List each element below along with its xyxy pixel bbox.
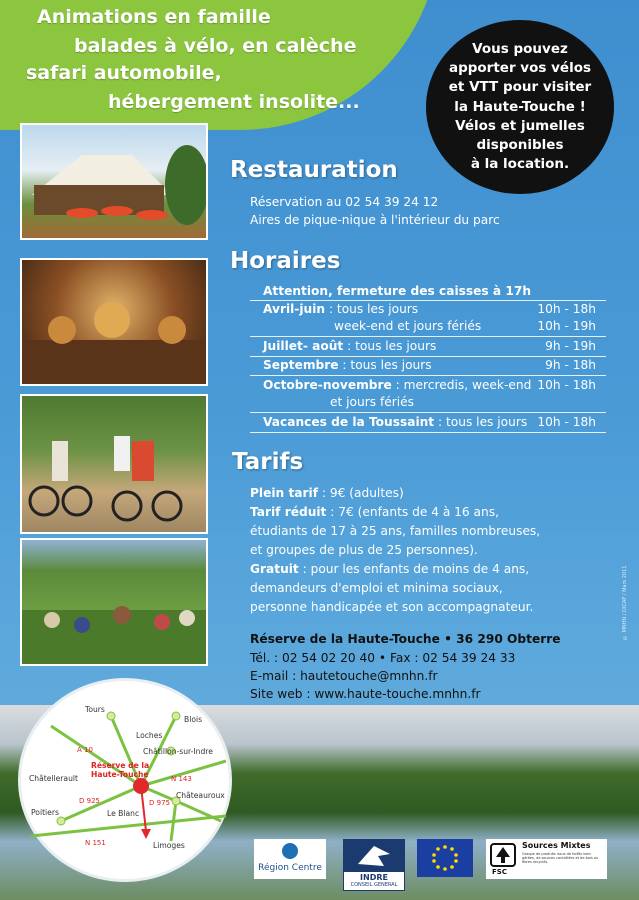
contact-email[interactable]: E-mail : hautetouche@mnhn.fr <box>250 669 438 683</box>
row-label: Septembre <box>263 358 339 372</box>
divider <box>250 356 606 357</box>
map-town: Châteauroux <box>176 791 225 800</box>
horaires-row-label <box>263 358 432 372</box>
row-text: : mercredis, week-end <box>391 378 532 392</box>
photo-credit: © MNHN / DICAP / Mars 2011 <box>622 565 628 640</box>
contact-tel: Tél. : 02 54 02 20 40 • Fax : 02 54 39 24 33 <box>250 651 516 665</box>
row-time: 10h - 18h <box>537 302 596 316</box>
row-text: : tous les jours <box>434 415 528 429</box>
tarif-label: Gratuit <box>250 562 299 576</box>
row-label: Vacances de la Toussaint <box>263 415 435 429</box>
bubble-line: à la location. <box>470 156 570 173</box>
map-town: Poitiers <box>31 808 59 817</box>
tarif-plein <box>250 486 404 500</box>
map-town: Châtillon-sur-Indre <box>143 747 213 756</box>
map-road: A 10 <box>77 746 93 754</box>
row-time: 10h - 18h <box>537 378 596 392</box>
divider <box>250 432 606 433</box>
restauration-phone: Réservation au 02 54 39 24 12 <box>250 195 439 209</box>
row-time: 10h - 19h <box>537 319 596 333</box>
restaurant-photo-art <box>22 125 206 238</box>
row-label: Octobre-novembre <box>263 378 392 392</box>
row-label: Juillet- août <box>263 339 344 353</box>
fsc-description: Groupe de produits issus de forêts bien gérées, de sources contrôlées et de bois ou fibres recyclés. <box>522 852 599 865</box>
indre-bird-icon <box>344 840 404 872</box>
row-text: : tous les jours <box>325 302 419 316</box>
horaires-row-label <box>263 302 418 316</box>
location-map <box>18 678 232 882</box>
row-time: 10h - 18h <box>537 415 596 429</box>
tarif-text: personne handicapée et son accompagnateur. <box>250 600 534 614</box>
indre-logo <box>343 839 405 891</box>
row-time: 9h - 18h <box>545 358 596 372</box>
headline-line-4: hébergement insolite... <box>108 91 360 113</box>
tarif-gratuit <box>250 562 529 576</box>
divider <box>250 412 606 413</box>
interior-photo-art <box>22 260 206 384</box>
bubble-line: la Haute-Touche ! <box>454 98 586 115</box>
divider <box>250 300 606 301</box>
region-centre-logo <box>254 839 326 879</box>
indre-label: INDRE <box>360 873 388 882</box>
group-photo <box>20 538 208 666</box>
headline-line-1: Animations en famille <box>37 6 271 28</box>
region-centre-label: Région Centre <box>258 863 322 873</box>
map-road: N 143 <box>171 775 192 783</box>
map-town: Châtellerault <box>29 774 78 783</box>
fsc-tree-icon <box>490 843 516 867</box>
map-road: D 975 <box>149 799 170 807</box>
bubble-line: apporter vos vélos <box>448 60 592 77</box>
row-text: : tous les jours <box>338 358 432 372</box>
map-town: Tours <box>85 705 105 714</box>
bubble-line: Vous pouvez <box>472 41 568 57</box>
tarif-text: demandeurs d'emploi et minima sociaux, <box>250 581 503 595</box>
divider <box>250 336 606 337</box>
fsc-label: FSC <box>492 868 507 876</box>
tarif-text: : pour les enfants de moins de 4 ans, <box>298 562 530 576</box>
fsc-title: Sources Mixtes <box>522 841 591 850</box>
horaires-notice: Attention, fermeture des caisses à 17h <box>263 284 532 298</box>
contact-name: Réserve de la Haute-Touche • 36 290 Obterre <box>250 632 561 646</box>
row-time: 9h - 19h <box>545 339 596 353</box>
map-town: Le Blanc <box>107 809 140 818</box>
cycling-photo-art <box>22 396 206 532</box>
row-text: et jours fériés <box>330 395 414 409</box>
restaurant-photo <box>20 123 208 240</box>
contact-website[interactable]: Site web : www.haute-touche.mnhn.fr <box>250 687 481 701</box>
horaires-row-label <box>263 339 436 353</box>
tarif-text: étudiants de 17 à 25 ans, familles nombreuses, <box>250 524 541 538</box>
restauration-title: Restauration <box>230 157 398 183</box>
map-reserve-line-1: Réserve de la <box>91 761 150 770</box>
bubble-line: disponibles <box>476 137 564 154</box>
tarif-text: : 9€ (adultes) <box>318 486 404 500</box>
tarif-text: et groupes de plus de 25 personnes). <box>250 543 478 557</box>
tarifs-title: Tarifs <box>232 449 304 475</box>
fsc-logo <box>486 839 607 879</box>
map-reserve-line-2: Haute-Touche <box>91 770 149 779</box>
tarif-reduit <box>250 505 499 519</box>
horaires-row-label <box>263 378 531 392</box>
tarif-label: Tarif réduit <box>250 505 327 519</box>
interior-photo <box>20 258 208 386</box>
map-town: Loches <box>136 731 163 740</box>
headline-line-2: balades à vélo, en calèche <box>74 35 357 57</box>
bubble-line: Vélos et jumelles <box>455 117 585 134</box>
region-centre-icon <box>282 843 298 859</box>
conseil-general-label: CONSEIL GENERAL <box>350 882 398 888</box>
headline-line-3: safari automobile, <box>26 62 222 84</box>
map-road: N 151 <box>85 839 106 847</box>
bubble-line: et VTT pour visiter <box>448 79 592 96</box>
tarif-label: Plein tarif <box>250 486 319 500</box>
horaires-title: Horaires <box>230 248 341 274</box>
info-bubble-text <box>432 40 608 174</box>
map-town: Blois <box>184 715 203 724</box>
cycling-photo <box>20 394 208 534</box>
divider <box>250 375 606 376</box>
map-road: D 925 <box>79 797 100 805</box>
row-label: Avril-juin <box>263 302 326 316</box>
restauration-picnic: Aires de pique-nique à l'intérieur du parc <box>250 213 500 227</box>
row-text: week-end et jours fériés <box>334 319 482 333</box>
map-town: Limoges <box>153 841 185 850</box>
row-text: : tous les jours <box>343 339 437 353</box>
horaires-row-label <box>263 415 527 429</box>
group-photo-art <box>22 540 206 664</box>
eu-flag-icon <box>417 839 473 877</box>
tarif-text: : 7€ (enfants de 4 à 16 ans, <box>326 505 499 519</box>
